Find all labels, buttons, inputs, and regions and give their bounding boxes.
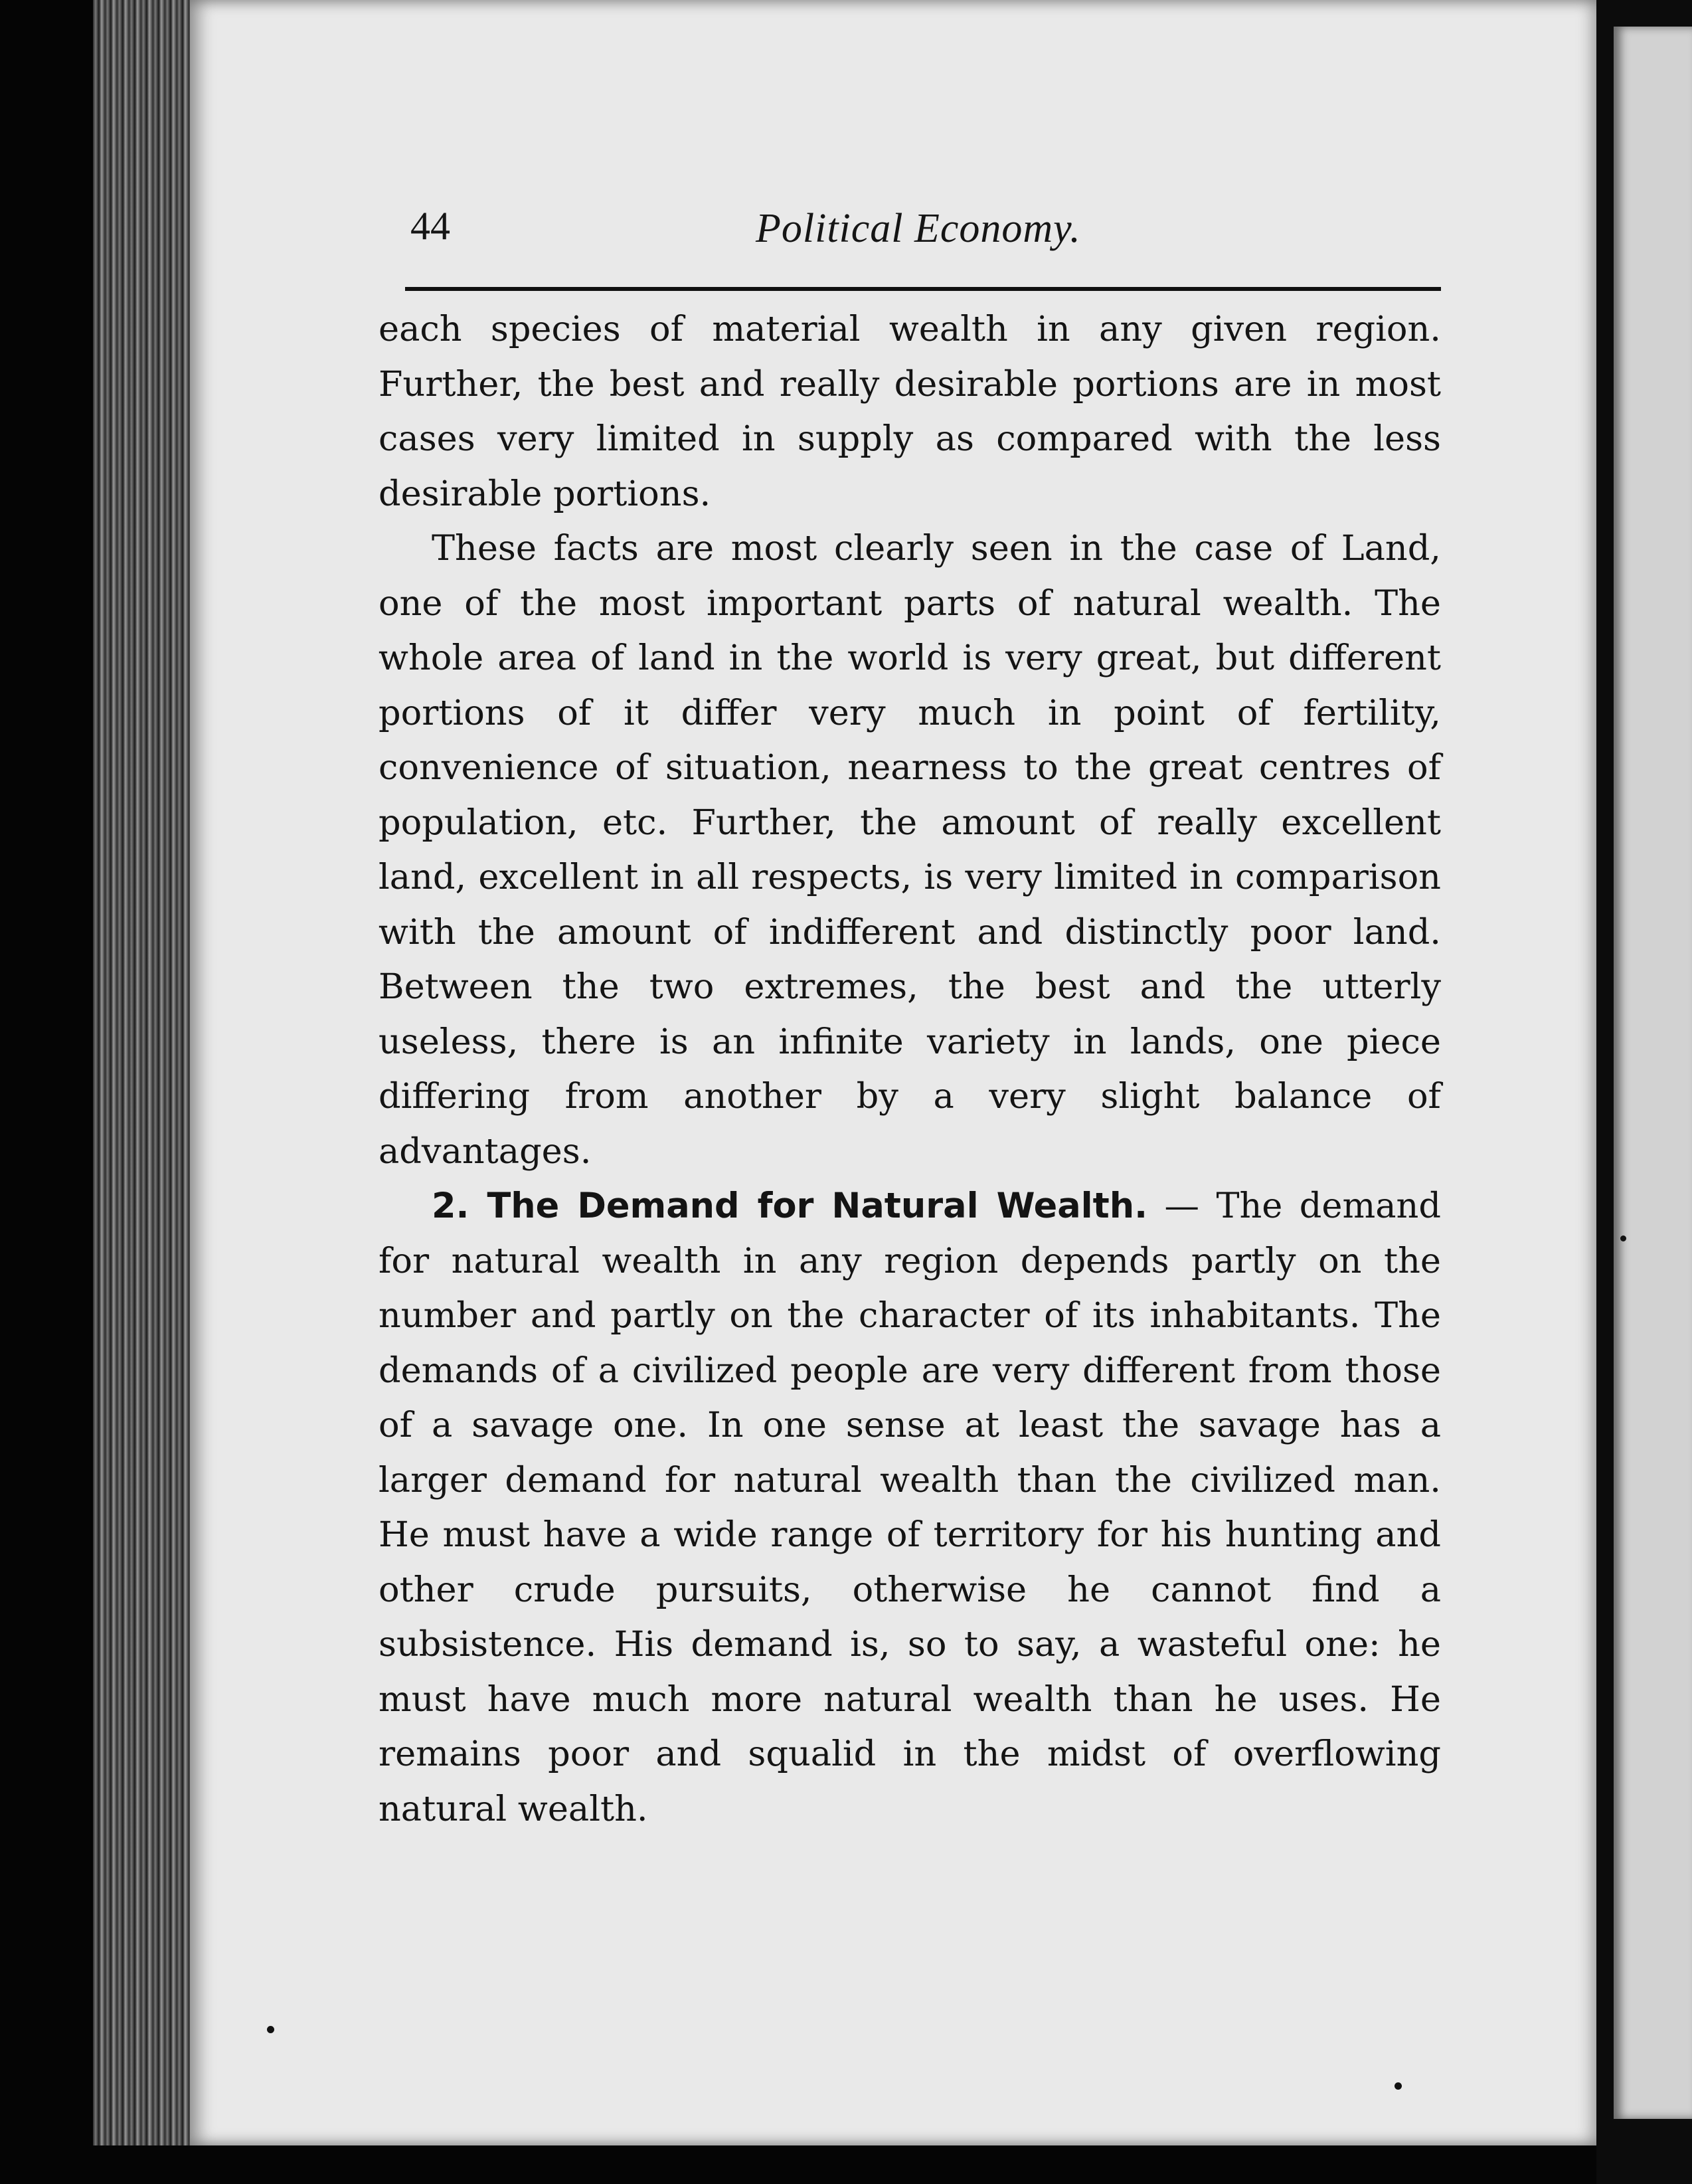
paragraph-continued: each species of material wealth in any given region. Further, the best and really desirable portions are in most cases very limited in supply as compared with the less desirable portions. (379, 309, 1441, 514)
section-heading: 2. The Demand for Natural Wealth. (432, 1186, 1148, 1226)
page-number: 44 (410, 204, 450, 248)
ink-speck (1620, 1235, 1626, 1241)
body-text (379, 302, 1441, 1837)
running-title: Political Economy. (756, 206, 1081, 251)
section-dash: — (1147, 1186, 1217, 1226)
facing-page-edge (1614, 27, 1692, 2119)
header-rule (405, 287, 1441, 291)
paragraph-demand (379, 1179, 1441, 1837)
stacked-page-edges (93, 0, 199, 2145)
section-body: The demand for natural wealth in any region depends partly on the number and partly on the character of its inhabitants. The demands of a civilized people are very different from those of a savage one. In one sense at least the savage has a larger demand for natural wealth than the civilized man. He must have a wide range of territory for his hunting and other crude pursuits, otherwise he cannot find a subsistence. His demand is, so to say, a wasteful one: he must have much more natural wealth than he uses. He remains poor and squalid in the midst of overflowing natural wealth. (379, 1186, 1441, 1829)
paragraph-land: These facts are most clearly seen in the case of Land, one of the most important parts of natural wealth. The whole area of land in the world is very great, but different portions of it differ very much in point of fertility, convenience of situation, nearness to the great centres of population, etc. Further, the amount of really excellent land, excellent in all respects, is very limited in comparison with the amount of indifferent and distinctly poor land. Between the two extremes, the best and the utterly useless, there is an infinite variety in lands, one piece differing from another by a very slight balance of advantages. (379, 528, 1441, 1172)
page-header (410, 199, 1440, 279)
ink-speck (267, 2026, 274, 2033)
ink-speck (1395, 2082, 1402, 2090)
